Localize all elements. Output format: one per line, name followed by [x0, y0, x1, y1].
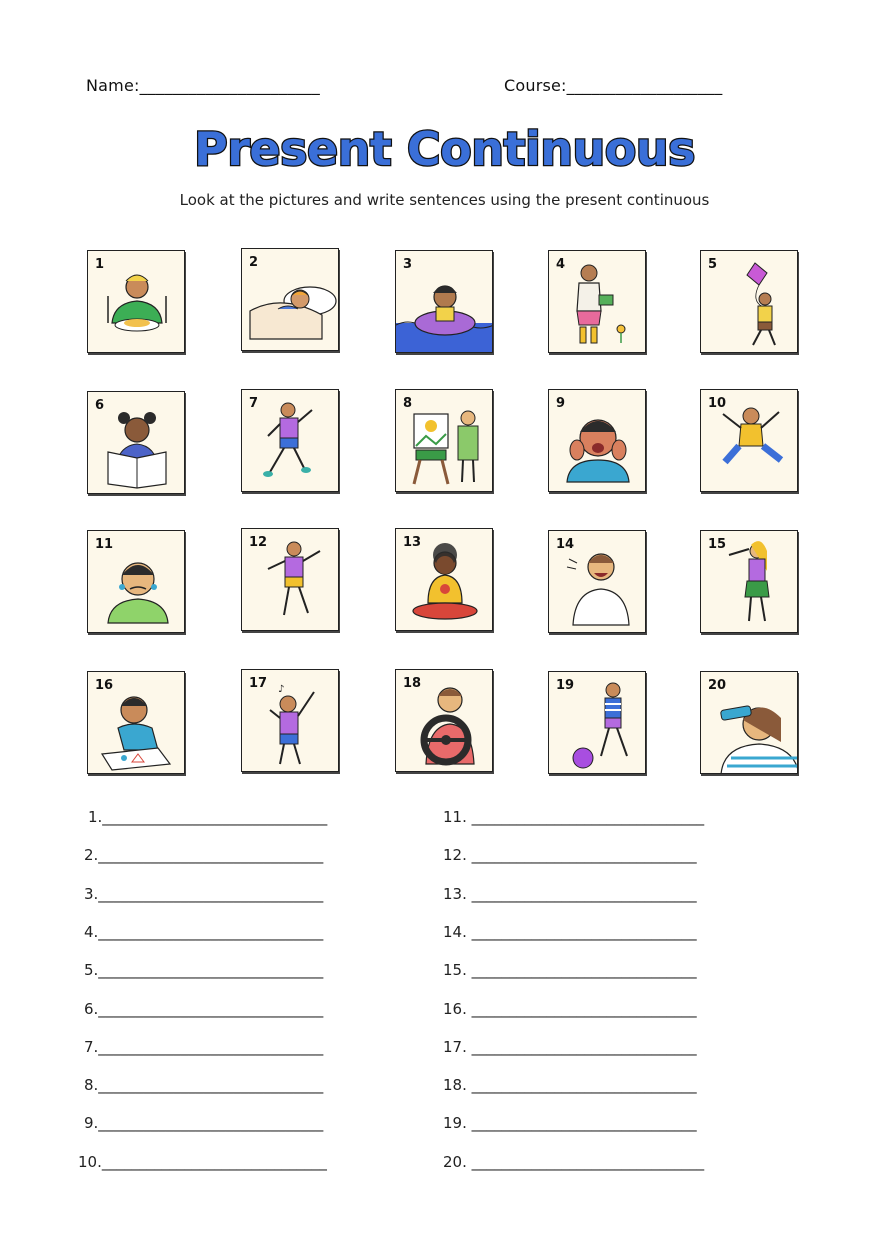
card-number: 15	[708, 537, 727, 552]
picture-card	[395, 528, 493, 631]
card-number: 17	[249, 676, 268, 691]
card-number: 8	[403, 396, 413, 411]
card-number: 20	[708, 678, 727, 693]
answer-line[interactable]: 1.______________________________	[88, 808, 328, 826]
picture-card	[241, 669, 339, 772]
answer-line[interactable]: 13. ______________________________	[443, 885, 697, 903]
answer-line[interactable]: 12. ______________________________	[443, 846, 697, 864]
answer-line[interactable]: 3.______________________________	[84, 885, 324, 903]
answer-line[interactable]: 5.______________________________	[84, 961, 324, 979]
answer-line[interactable]: 10.______________________________	[78, 1153, 327, 1171]
answer-line[interactable]: 8.______________________________	[84, 1076, 324, 1094]
instructions: Look at the pictures and write sentences using the present continuous	[179, 191, 710, 209]
drawing-icon	[88, 672, 185, 774]
name-field[interactable]: Name:______________________	[86, 76, 320, 95]
picture-card	[87, 530, 185, 633]
card-number: 10	[708, 396, 727, 411]
answer-line[interactable]: 4.______________________________	[84, 923, 324, 941]
card-number: 9	[556, 396, 566, 411]
answer-line[interactable]: 17. ______________________________	[443, 1038, 697, 1056]
card-number: 6	[95, 398, 105, 413]
flying-kite-icon	[701, 251, 798, 353]
picture-card	[241, 389, 339, 492]
picture-card	[87, 391, 185, 494]
picture-card	[548, 389, 646, 492]
card-number: 4	[556, 257, 566, 272]
picture-card	[700, 389, 798, 492]
picture-card	[395, 250, 493, 353]
card-number: 11	[95, 537, 114, 552]
card-number: 18	[403, 676, 422, 691]
answer-line[interactable]: 15. ______________________________	[443, 961, 697, 979]
playing-football-icon	[549, 672, 646, 774]
card-number: 7	[249, 396, 259, 411]
card-number: 2	[249, 255, 259, 270]
crying-icon	[88, 531, 185, 633]
page-title: Present Continuous	[193, 122, 696, 176]
picture-card	[548, 671, 646, 774]
picture-card	[395, 669, 493, 772]
card-number: 16	[95, 678, 114, 693]
dancing-icon	[242, 529, 339, 631]
drinking-icon	[701, 672, 798, 774]
laughing-icon	[549, 531, 646, 633]
sitting-icon	[396, 529, 493, 631]
picture-card	[87, 671, 185, 774]
card-number: 13	[403, 535, 422, 550]
painting-icon	[396, 390, 493, 492]
singing-icon	[242, 670, 339, 772]
answer-line[interactable]: 11. _______________________________	[443, 808, 705, 826]
sleeping-icon	[242, 249, 339, 351]
eating-icon	[88, 251, 185, 353]
answer-line[interactable]: 14. ______________________________	[443, 923, 697, 941]
answer-line[interactable]: 7.______________________________	[84, 1038, 324, 1056]
picture-card	[241, 528, 339, 631]
swimming-icon	[396, 251, 493, 353]
picture-card	[700, 250, 798, 353]
card-number: 3	[403, 257, 413, 272]
answer-line[interactable]: 18. ______________________________	[443, 1076, 697, 1094]
svg-text:♪: ♪	[278, 684, 285, 695]
picture-card	[548, 530, 646, 633]
answer-line[interactable]: 19. ______________________________	[443, 1114, 697, 1132]
shouting-icon	[549, 390, 646, 492]
answer-line[interactable]: 9.______________________________	[84, 1114, 324, 1132]
picture-card	[700, 530, 798, 633]
course-field[interactable]: Course:___________________	[504, 76, 723, 95]
card-number: 5	[708, 257, 718, 272]
brushing-teeth-icon	[701, 531, 798, 633]
card-number: 19	[556, 678, 575, 693]
watering-plants-icon	[549, 251, 646, 353]
jumping-icon	[701, 390, 798, 492]
picture-card	[548, 250, 646, 353]
picture-card	[395, 389, 493, 492]
picture-card	[87, 250, 185, 353]
card-number: 12	[249, 535, 268, 550]
picture-card	[700, 671, 798, 774]
reading-icon	[88, 392, 185, 494]
answer-line[interactable]: 2.______________________________	[84, 846, 324, 864]
answer-line[interactable]: 6.______________________________	[84, 1000, 324, 1018]
picture-card	[241, 248, 339, 351]
driving-icon	[396, 670, 493, 772]
card-number: 14	[556, 537, 575, 552]
running-icon	[242, 390, 339, 492]
answer-line[interactable]: 20. _______________________________	[443, 1153, 705, 1171]
card-number: 1	[95, 257, 105, 272]
answer-line[interactable]: 16. ______________________________	[443, 1000, 697, 1018]
